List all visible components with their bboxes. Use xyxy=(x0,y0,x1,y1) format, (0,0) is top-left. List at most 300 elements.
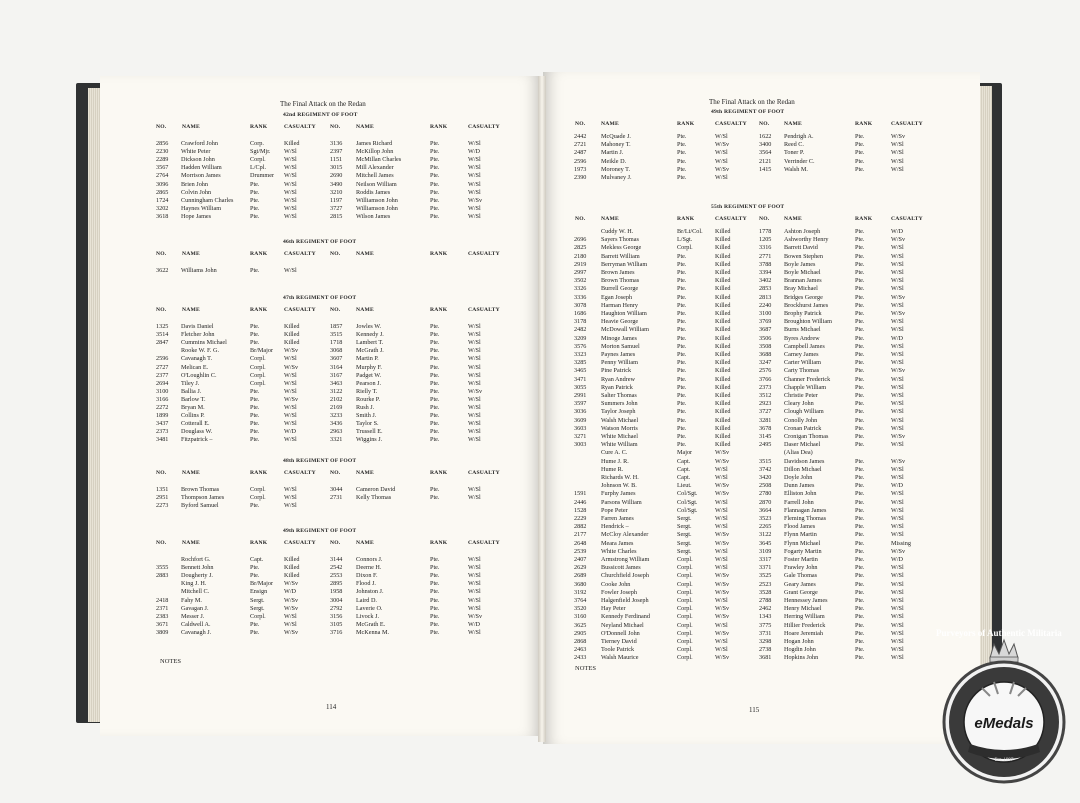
column-header: NO. xyxy=(156,307,167,313)
table-cell: 3202 xyxy=(156,204,169,212)
table-cell: 3317 xyxy=(759,556,772,563)
table-cell: Pte. xyxy=(855,252,865,260)
table-cell: Pte. xyxy=(855,367,865,375)
table-cell: Pte. xyxy=(250,212,260,220)
table-cell: Pte. xyxy=(855,482,865,490)
table-cell: Pte. xyxy=(430,494,440,502)
table-cell: Hennessey James xyxy=(784,597,828,604)
table-cell: Williams John xyxy=(181,267,217,274)
column-header: RANK xyxy=(855,216,873,222)
table-cell: Pte. xyxy=(855,638,865,645)
table-cell: Flood J. xyxy=(356,580,376,588)
table-cell: Churchfield Joseph xyxy=(601,572,649,580)
table-cell: W/Sl xyxy=(891,498,904,506)
table-cell: McKillop John xyxy=(356,148,394,156)
table-cell: 2542 xyxy=(330,564,343,572)
table-cell: 1151 xyxy=(330,156,343,164)
table-cell: 3766 xyxy=(759,375,772,383)
table-cell: Pte. xyxy=(855,474,865,481)
right-page xyxy=(543,72,980,744)
table-cell: Pte. xyxy=(855,605,865,613)
table-cell: 3144 xyxy=(330,556,343,563)
column-header: NO. xyxy=(759,216,770,222)
table-cell: Col/Sgt. xyxy=(677,498,698,506)
table-cell: Hogan John xyxy=(784,638,814,645)
table-cell: 1528 xyxy=(574,506,587,514)
table-cell: 3167 xyxy=(330,371,343,379)
table-cell: Davis Daniel xyxy=(181,323,214,330)
table-row xyxy=(100,140,541,148)
column-header: CASUALTY xyxy=(284,251,316,257)
table-cell: 3528 xyxy=(759,588,772,596)
table-cell: W/Sl xyxy=(715,597,728,604)
table-cell: Pte. xyxy=(855,433,865,440)
table-cell: Cavanagh J. xyxy=(181,628,212,636)
table-cell: 3463 xyxy=(330,379,343,387)
table-cell: Lambert T. xyxy=(356,339,384,347)
section-title: 47th REGIMENT OF FOOT xyxy=(283,295,357,301)
table-cell: Pte. xyxy=(677,269,687,276)
table-cell: Pte. xyxy=(855,613,865,621)
table-cell: 2377 xyxy=(156,371,169,379)
table-cell: Jowles W. xyxy=(356,323,382,330)
table-cell: Sergt. xyxy=(250,604,265,612)
table-cell: 3645 xyxy=(759,539,772,547)
table-cell: Pte. xyxy=(677,165,687,173)
table-cell: 3316 xyxy=(759,244,772,252)
table-cell: W/Sl xyxy=(891,342,904,350)
table-cell: W/Sl xyxy=(468,140,481,147)
table-cell: W/Sl xyxy=(468,180,481,188)
column-header: NO. xyxy=(156,124,167,130)
table-row xyxy=(100,181,541,189)
table-row xyxy=(543,141,980,149)
table-cell: Pte. xyxy=(430,339,440,347)
table-row xyxy=(100,339,541,347)
table-cell: Taylor Joseph xyxy=(601,408,636,416)
table-cell: Fahy M. xyxy=(181,596,202,604)
table-cell: W/Sl xyxy=(891,572,904,580)
table-cell: 2923 xyxy=(759,400,772,408)
table-row xyxy=(100,323,541,331)
table-cell: Pte. xyxy=(677,174,687,181)
table-cell: Christie Peter xyxy=(784,392,818,399)
table-cell: Johnston J. xyxy=(356,588,384,596)
column-header: RANK xyxy=(430,307,448,313)
table-row xyxy=(543,359,980,367)
table-cell: W/Sv xyxy=(715,482,730,490)
table-cell: Pte. xyxy=(430,395,440,403)
table-cell: Pte. xyxy=(430,180,440,188)
table-cell: Melican E. xyxy=(181,363,209,371)
table-cell: Davidson James xyxy=(784,457,825,465)
table-cell: W/Sl xyxy=(468,596,481,604)
table-cell: Brown Thomas xyxy=(601,277,640,285)
table-row xyxy=(543,581,980,589)
table-cell: W/Sv xyxy=(715,531,730,539)
table-cell: W/Sl xyxy=(891,474,904,481)
table-cell: W/Sl xyxy=(891,318,904,326)
table-cell: W/Sl xyxy=(284,180,297,188)
table-cell: 3512 xyxy=(759,392,772,399)
table-cell: 2721 xyxy=(574,141,587,149)
section-title: 49th REGIMENT OF FOOT xyxy=(711,109,785,115)
column-header: RANK xyxy=(250,124,268,130)
table-cell: W/Sl xyxy=(284,404,297,411)
table-cell: Pte. xyxy=(855,539,865,547)
table-row xyxy=(100,364,541,372)
table-cell: Killed xyxy=(715,441,731,449)
table-cell: Pte. xyxy=(855,318,865,326)
table-cell: 2383 xyxy=(156,612,169,620)
table-cell: Williamson John xyxy=(356,204,398,212)
table-cell: W/Sv xyxy=(715,449,730,457)
table-row xyxy=(100,396,541,404)
table-cell: 2895 xyxy=(330,580,343,588)
table-cell: 2815 xyxy=(330,212,343,220)
table-cell: Pte. xyxy=(430,212,440,220)
table-cell: Pte. xyxy=(855,165,865,173)
table-cell: W/Sl xyxy=(891,646,904,654)
table-row xyxy=(543,441,980,449)
table-cell: 3775 xyxy=(759,621,772,629)
table-cell: W/Sl xyxy=(891,326,904,334)
table-cell: Bryan M. xyxy=(181,404,205,411)
table-cell: Mahoney T. xyxy=(601,141,631,149)
table-cell: W/Sl xyxy=(891,613,904,621)
table-cell: Drummer xyxy=(250,172,275,180)
table-cell: W/Sv xyxy=(715,588,730,596)
table-cell: Pte. xyxy=(250,428,260,436)
table-cell: 1197 xyxy=(330,196,343,204)
table-cell: Pte. xyxy=(677,260,687,268)
table-cell: 3247 xyxy=(759,359,772,367)
table-cell: 3687 xyxy=(759,326,772,334)
table-cell: Pte. xyxy=(250,420,260,428)
table-cell: W/Sv xyxy=(891,293,906,301)
table-row xyxy=(543,351,980,359)
table-cell: Mitchell James xyxy=(356,172,394,180)
table-cell: 3788 xyxy=(759,260,772,268)
table-cell: Pte. xyxy=(855,457,865,465)
table-cell: Morton Samuel xyxy=(601,342,640,350)
table-row xyxy=(100,172,541,180)
table-cell: Corpl. xyxy=(677,621,693,629)
table-row xyxy=(100,556,541,564)
table-cell: W/Sl xyxy=(468,588,481,596)
table-cell: Br/Lt/Col. xyxy=(677,228,703,235)
column-header: CASUALTY xyxy=(284,124,316,130)
table-cell: Corpl. xyxy=(677,597,693,604)
table-cell: Pte. xyxy=(855,351,865,358)
table-cell: 2997 xyxy=(574,269,587,276)
table-cell: W/Sl xyxy=(284,436,297,444)
table-cell: Pte. xyxy=(855,260,865,268)
table-row xyxy=(100,412,541,420)
column-header: NAME xyxy=(356,251,374,257)
table-row xyxy=(543,425,980,433)
logo-brand: eMedals xyxy=(974,715,1034,732)
table-cell: W/Sv xyxy=(891,133,906,140)
table-cell: Pte. xyxy=(855,301,865,309)
table-cell: W/Sv xyxy=(468,612,483,620)
table-cell: Fletcher John xyxy=(181,331,215,339)
table-row xyxy=(100,267,541,275)
table-cell: Boyle James xyxy=(784,260,816,268)
table-cell: 1622 xyxy=(759,133,772,140)
table-cell: Pte. xyxy=(250,628,260,636)
table-cell: Corp. xyxy=(250,140,264,147)
table-cell: Capt. xyxy=(677,474,691,481)
table-cell: Pte. xyxy=(677,441,687,449)
table-cell: W/Sl xyxy=(468,164,481,172)
table-cell: Cunningham Charles xyxy=(181,196,234,204)
table-cell: Pte. xyxy=(250,331,260,339)
table-cell: W/Sl xyxy=(891,400,904,408)
table-cell: Martin J. xyxy=(601,149,624,157)
table-cell: Corpl. xyxy=(250,363,266,371)
table-cell: Pte. xyxy=(677,293,687,301)
table-cell: W/D xyxy=(891,334,904,342)
table-cell: Watson Morris xyxy=(601,424,638,432)
table-cell: Farrell John xyxy=(784,498,814,506)
table-cell: W/Sl xyxy=(891,621,904,629)
table-cell: Hillier Frederick xyxy=(784,621,826,629)
table-cell: Caldwell A. xyxy=(181,620,211,628)
table-cell: 3420 xyxy=(759,474,772,481)
table-cell: 2373 xyxy=(156,428,169,436)
table-cell: 3402 xyxy=(759,277,772,285)
column-header: CASUALTY xyxy=(468,124,500,130)
table-cell: Hume R. xyxy=(601,465,624,473)
table-row xyxy=(543,458,980,466)
table-cell: 1351 xyxy=(156,486,169,493)
table-cell: Pte. xyxy=(430,486,440,493)
logo-ring-text: Purveyors of Authentic Militaria xyxy=(936,628,1062,638)
table-cell: Corpl. xyxy=(677,588,693,596)
table-cell: Haughton William xyxy=(601,310,647,317)
table-cell: W/Sl xyxy=(891,564,904,572)
table-cell: Pte. xyxy=(677,277,687,285)
table-cell: W/Sl xyxy=(468,371,481,379)
column-header: RANK xyxy=(250,540,268,546)
table-cell: Corpl. xyxy=(677,580,693,588)
column-header: CASUALTY xyxy=(284,470,316,476)
table-cell: 2868 xyxy=(574,638,587,645)
table-row xyxy=(100,404,541,412)
table-cell: McGrath E. xyxy=(356,620,386,628)
table-cell: Pte. xyxy=(855,597,865,604)
table-cell: W/Sl xyxy=(891,392,904,399)
table-cell: Corpl. xyxy=(250,379,266,387)
table-cell: 3209 xyxy=(574,334,587,342)
table-cell: Killed xyxy=(715,260,731,268)
table-cell: Halgenfield Joseph xyxy=(601,597,649,604)
table-cell: Moroney T. xyxy=(601,165,630,173)
table-cell: Rush J. xyxy=(356,404,375,411)
table-cell: W/Sl xyxy=(891,244,904,252)
table-cell: Pte. xyxy=(430,355,440,363)
table-cell: W/Sl xyxy=(891,408,904,416)
table-cell: Pte. xyxy=(677,149,687,157)
table-cell: Pte. xyxy=(250,564,260,572)
column-header: NAME xyxy=(182,470,200,476)
table-cell: Corpl. xyxy=(250,371,266,379)
emedals-logo xyxy=(936,628,1072,784)
table-cell: 2856 xyxy=(156,140,169,147)
table-row xyxy=(100,156,541,164)
table-cell: W/Sv xyxy=(284,604,299,612)
table-cell: Wilson James xyxy=(356,212,391,220)
table-cell: Rooke W. F. G. xyxy=(181,347,220,355)
table-cell: Sergt. xyxy=(677,547,692,555)
section-title: 42nd REGIMENT OF FOOT xyxy=(283,112,358,118)
table-cell: 3122 xyxy=(330,387,343,395)
table-cell: W/Sv xyxy=(891,433,906,440)
table-cell: Pte. xyxy=(855,383,865,391)
table-cell: Furphy James xyxy=(601,490,636,498)
table-cell: 2539 xyxy=(574,547,587,555)
table-row xyxy=(100,380,541,388)
table-cell: W/Sv xyxy=(284,628,299,636)
table-row xyxy=(543,531,980,539)
table-cell: 3769 xyxy=(759,318,772,326)
table-cell: Killed xyxy=(284,572,300,580)
table-cell: W/Sl xyxy=(891,597,904,604)
table-cell: (Alias Dea) xyxy=(784,449,813,457)
table-cell: W/D xyxy=(284,588,297,596)
table-cell: 2738 xyxy=(759,646,772,654)
table-cell: 3514 xyxy=(156,331,169,339)
table-cell: Wiggins J. xyxy=(356,436,383,444)
table-cell: Pte. xyxy=(855,572,865,580)
table-cell: Byford Samuel xyxy=(181,502,219,510)
table-cell: Corpl. xyxy=(677,556,693,563)
table-cell: 2764 xyxy=(156,172,169,180)
table-cell: 1973 xyxy=(574,165,587,173)
table-row xyxy=(100,572,541,580)
table-cell: Walsh Michael xyxy=(601,416,639,424)
table-cell: W/Sl xyxy=(468,428,481,436)
table-cell: W/Sl xyxy=(468,628,481,636)
table-cell: 3166 xyxy=(156,395,169,403)
table-cell: Foster Martin xyxy=(784,556,818,563)
table-cell: Corpl. xyxy=(677,244,693,252)
table-cell: W/Sl xyxy=(715,556,728,563)
table-row xyxy=(543,646,980,654)
table-cell: Doyle John xyxy=(784,474,813,481)
table-cell: Hendrick – xyxy=(601,523,629,531)
table-cell: Killed xyxy=(715,424,731,432)
table-cell: Hope James xyxy=(181,212,212,220)
table-cell: Brien John xyxy=(181,180,208,188)
table-cell: Burns Michael xyxy=(784,326,821,334)
table-cell: Sgt/Mjr. xyxy=(250,148,271,156)
table-cell: 3100 xyxy=(759,310,772,317)
table-cell: 2273 xyxy=(156,502,169,510)
table-cell: 2495 xyxy=(759,441,772,449)
table-cell: Parsons William xyxy=(601,498,642,506)
table-cell: 3688 xyxy=(759,351,772,358)
section-title: 46th REGIMENT OF FOOT xyxy=(283,239,357,245)
table-row xyxy=(100,580,541,588)
column-header: NAME xyxy=(356,307,374,313)
table-cell: 3036 xyxy=(574,408,587,416)
column-header: NAME xyxy=(784,121,802,127)
table-cell: 3394 xyxy=(759,269,772,276)
table-cell: Killed xyxy=(715,269,731,276)
table-cell: 2373 xyxy=(759,383,772,391)
column-header: NO. xyxy=(156,540,167,546)
table-row xyxy=(543,630,980,638)
table-cell: W/Sl xyxy=(284,188,297,196)
table-cell: Cameron David xyxy=(356,486,396,493)
table-cell: W/Sl xyxy=(468,204,481,212)
column-header: CASUALTY xyxy=(284,307,316,313)
table-cell: W/Sl xyxy=(284,355,297,363)
table-cell: W/Sv xyxy=(891,236,906,244)
table-row xyxy=(543,540,980,548)
table-cell: 3122 xyxy=(759,531,772,539)
table-cell: 3003 xyxy=(574,441,587,449)
table-cell: Hay Peter xyxy=(601,605,626,613)
table-cell: 3321 xyxy=(330,436,343,444)
column-header: RANK xyxy=(677,121,695,127)
table-cell: W/Sv xyxy=(284,363,299,371)
table-cell: Pte. xyxy=(855,269,865,276)
table-row xyxy=(100,213,541,221)
table-cell: Sayers Thomas xyxy=(601,236,639,244)
table-cell: Pte. xyxy=(855,490,865,498)
table-row xyxy=(543,564,980,572)
table-cell: Pte. xyxy=(250,404,260,411)
table-cell: Paynes James xyxy=(601,351,636,358)
table-cell: Pte. xyxy=(430,612,440,620)
table-cell: W/Sv xyxy=(715,490,730,498)
table-cell: W/Sl xyxy=(891,165,904,173)
table-cell: Pte. xyxy=(677,375,687,383)
column-header: NO. xyxy=(156,470,167,476)
table-cell: Pte. xyxy=(855,236,865,244)
table-cell: W/Sl xyxy=(284,387,297,395)
table-cell: Cummins Michael xyxy=(181,339,227,347)
table-cell: 2272 xyxy=(156,404,169,411)
table-row xyxy=(543,408,980,416)
table-cell: Pte. xyxy=(855,498,865,506)
table-row xyxy=(100,355,541,363)
table-cell: Pte. xyxy=(855,621,865,629)
table-cell: Ryan Andrew xyxy=(601,375,635,383)
column-header: NO. xyxy=(330,470,341,476)
table-cell: Pte. xyxy=(855,342,865,350)
table-row xyxy=(100,597,541,605)
table-cell: Conolly John xyxy=(784,416,818,424)
table-cell: Fleming Thomas xyxy=(784,515,826,522)
table-cell: Toole Patrick xyxy=(601,646,635,654)
table-cell: W/Sl xyxy=(468,355,481,363)
column-header: RANK xyxy=(430,124,448,130)
table-cell: 2771 xyxy=(759,252,772,260)
table-cell: Cleary John xyxy=(784,400,814,408)
table-cell: Pte. xyxy=(677,408,687,416)
column-header: RANK xyxy=(677,216,695,222)
table-cell: Elliston John xyxy=(784,490,817,498)
table-cell: W/Sl xyxy=(891,531,904,539)
table-cell: Pte. xyxy=(855,157,865,165)
table-cell: Burrell George xyxy=(601,285,639,293)
table-cell: Major xyxy=(677,449,693,457)
table-row xyxy=(543,589,980,597)
